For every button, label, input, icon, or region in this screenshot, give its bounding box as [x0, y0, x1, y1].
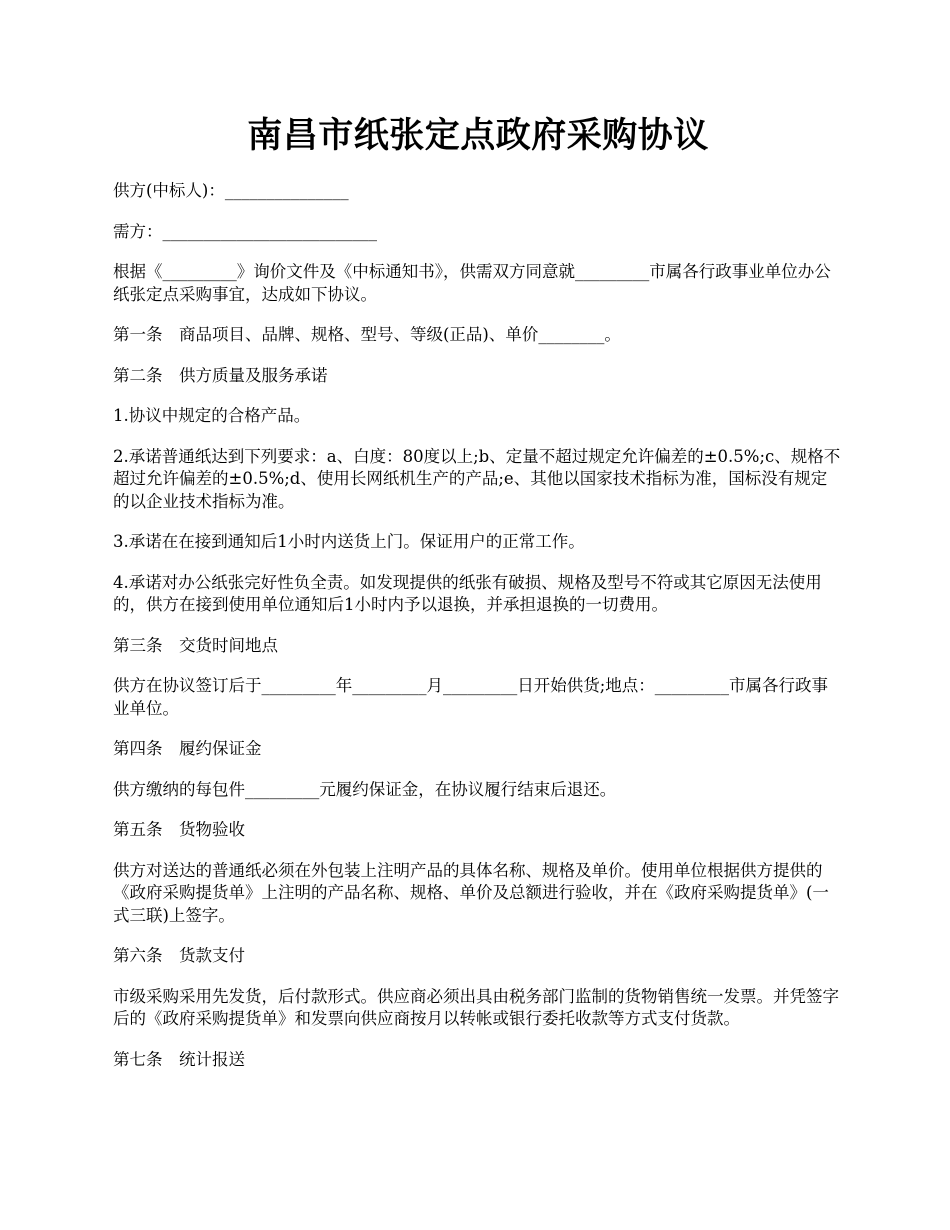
article-5-body: 供方对送达的普通纸必须在外包装上注明产品的具体名称、规格及单价。使用单位根据供方提供的《政府采购提货单》上注明的产品名称、规格、单价及总额进行验收，并在《政府采购提货单》(一式三联)上签字。: [113, 860, 829, 925]
document-page: [113, 112, 843, 1089]
article-3-heading: 第三条 交货时间地点: [113, 635, 278, 655]
article-5-heading: 第五条 货物验收: [113, 820, 245, 839]
article-2-heading: 第二条 供方质量及服务承诺: [113, 365, 328, 385]
buyer-line: 需方：__________________________: [113, 221, 377, 241]
document-title: 南昌市纸张定点政府采购协议: [247, 115, 709, 156]
preamble-paragraph: 根据《_________》询价文件及《中标通知书》，供需双方同意就_________市属各行政事业单位办公纸张定点采购事宜，达成如下协议。: [113, 262, 831, 304]
article-1: 第一条 商品项目、品牌、规格、型号、等级(正品)、单价________。: [113, 325, 621, 344]
article-4-body: 供方缴纳的每包件_________元履约保证金，在协议履行结束后退还。: [113, 779, 617, 799]
article-2-item-1: 1.协议中规定的合格产品。: [113, 406, 311, 425]
article-2-item-2: 2.承诺普通纸达到下列要求：a、白度：80度以上;b、定量不超过规定允许偏差的±0.5%;c、规格不超过允许偏差的±0.5%;d、使用长网纸机生产的产品;e、其他以国家技术指标为准，国标没有规定的以企业技术指标为准。: [113, 446, 841, 511]
article-6-heading: 第六条 货款支付: [113, 946, 245, 965]
article-7-heading: 第七条 统计报送: [113, 1049, 245, 1069]
article-6-body: 市级采购采用先发货，后付款形式。供应商必须出具由税务部门监制的货物销售统一发票。并凭签字后的《政府采购提货单》和发票向供应商按月以转帐或银行委托收款等方式支付货款。: [113, 986, 839, 1028]
article-4-heading: 第四条 履约保证金: [113, 739, 262, 758]
article-3-body: 供方在协议签订后于_________年_________月_________日开始供货;地点：_________市属各行政事业单位。: [113, 676, 829, 718]
article-2-item-3: 3.承诺在在接到通知后1小时内送货上门。保证用户的正常工作。: [113, 532, 585, 551]
supplier-line: 供方(中标人)：_______________: [113, 181, 349, 200]
article-2-item-4: 4.承诺对办公纸张完好性负全责。如发现提供的纸张有破损、规格及型号不符或其它原因无法使用的，供方在接到使用单位通知后1小时内予以退换，并承担退换的一切费用。: [113, 572, 822, 614]
